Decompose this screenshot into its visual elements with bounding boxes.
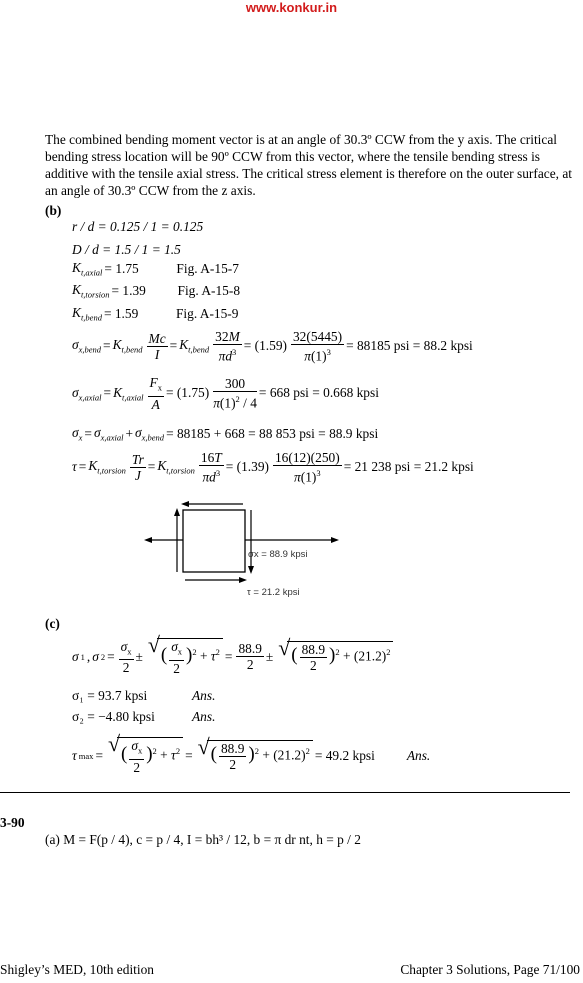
site-url[interactable]: www.konkur.in bbox=[245, 0, 338, 15]
tau-max-ans: Ans. bbox=[406, 747, 431, 763]
eq-principal-formula: σ 1 , σ 2 = $\frac{\sigma_x}{2}$ ± √ ( $\frac{\sigma_x}{2}$ )$^2 + \tau^2$ = $\frac{88.9}{2}$ ± √ ( $\frac{88.9}{2}$ )$^2 + (21.2)^2$ bbox=[72, 638, 395, 676]
eq-sigma1 bbox=[72, 688, 217, 704]
eq-sigma2 bbox=[72, 709, 217, 725]
footer-right: Chapter 3 Solutions, Page 71/100 bbox=[400, 962, 580, 977]
kt-bend-value: = 1.59 bbox=[103, 305, 139, 321]
part-b-label: (b) bbox=[45, 203, 62, 218]
kt-axial-fig: Fig. A-15-7 bbox=[176, 260, 239, 276]
eq-Dd-text: D / d = 1.5 / 1 = 1.5 bbox=[72, 242, 181, 257]
eq-rd-text: r / d = 0.125 / 1 = 0.125 bbox=[72, 219, 204, 234]
eq-sigma-bend: $\sigma_{x,bend}$ = $K_{t,bend}$ $\frac{Mc}{I}$ = $K_{t,bend}$ $\frac{32M}{\pi d^3}$ = (1.59) $\frac{32(5445)}{\pi(1)^3}$ = 88185 psi = 88.2 kpsi bbox=[72, 329, 473, 364]
tau-figure-label: τ = 21.2 kpsi bbox=[247, 587, 300, 598]
stress-element-figure bbox=[140, 500, 370, 600]
sigma1-text: σ₁ = 93.7 kpsi bbox=[72, 688, 148, 703]
eq-D-over-d bbox=[72, 242, 183, 258]
kt-axial-value: = 1.75 bbox=[104, 260, 139, 276]
right-shear-head bbox=[248, 566, 254, 574]
left-arrow-head bbox=[144, 537, 152, 543]
eq-r-over-d bbox=[72, 219, 205, 235]
eq-sigma-x: $\sigma_x$ = $\sigma_{x,axial}$ + $\sigma_{x,bend}$ = 88185 + 668 = 88 853 psi = 88.9 kpsi bbox=[72, 425, 379, 443]
problem-number: 3-90 bbox=[0, 815, 25, 830]
stress-element-square bbox=[183, 510, 245, 572]
sigma2-ans: Ans. bbox=[192, 709, 216, 724]
footer-left: Shigley’s MED, 10th edition bbox=[0, 962, 154, 977]
right-arrow-head bbox=[331, 537, 339, 543]
eq-sigma-axial: $\sigma_{x,axial}$ = $K_{t,axial}$ $\frac{F_x}{A}$ = (1.75) $\frac{300}{\pi(1)^2 / 4}$ = 668 psi = 0.668 kpsi bbox=[72, 375, 379, 412]
eq-kt-bend: $K_{t,bend}$ = 1.59 Fig. A-15-9 bbox=[72, 305, 239, 323]
eq-tau: τ = $K_{t,torsion}$ $\frac{Tr}{J}$ = $K_{t,torsion}$ $\frac{16T}{\pi d^3}$ = (1.39) $\frac{16(12)(250)}{\pi(1)^3}$ = 21 238 psi = 21.2 kpsi bbox=[72, 450, 474, 485]
sigma2-text: σ₂ = −4.80 kpsi bbox=[72, 709, 155, 724]
sigma-figure-label: σx = 88.9 kpsi bbox=[248, 549, 308, 560]
axial-result: = 668 psi = 0.668 kpsi bbox=[258, 385, 379, 401]
explanation-paragraph: The combined bending moment vector is at an angle of 30.3º CCW from the y axis. The critical bending stress location will be 90º CCW from this vector, where the tensile bending stress is additive with the tensile axial stress. The critical stress element is therefore on the outer surface, at an angle of 30.3º CCW from the z axis. bbox=[45, 132, 573, 198]
kt-bend-fig: Fig. A-15-9 bbox=[175, 305, 239, 321]
left-shear-head bbox=[174, 508, 180, 516]
section-divider bbox=[0, 792, 570, 793]
top-shear-head bbox=[181, 501, 189, 507]
tau-result: = 21 238 psi = 21.2 kpsi bbox=[343, 459, 474, 475]
bottom-shear-head bbox=[239, 577, 247, 583]
kt-torsion-fig: Fig. A-15-8 bbox=[177, 282, 241, 298]
part-c-label: (c) bbox=[45, 616, 60, 631]
bend-result: = 88185 psi = 88.2 kpsi bbox=[346, 338, 473, 354]
tau-max-result: = 49.2 kpsi bbox=[314, 747, 375, 763]
sigma1-ans: Ans. bbox=[192, 688, 216, 703]
eq-kt-torsion: $K_{t,torsion}$ = 1.39 Fig. A-15-8 bbox=[72, 282, 241, 300]
eq-tau-max: τ max = √ ( $\frac{\sigma_x}{2}$ )$^2 + \tau^2$ = √ ( $\frac{88.9}{2}$ )$^2 + (21.2)^2$ = 49.2 kpsi Ans. bbox=[72, 737, 432, 775]
sigma-x-result: = 88185 + 668 = 88 853 psi = 88.9 kpsi bbox=[166, 425, 379, 441]
eq-kt-axial: $K_{t,axial}$ = 1.75 Fig. A-15-7 bbox=[72, 260, 239, 278]
kt-torsion-value: = 1.39 bbox=[111, 282, 146, 298]
problem-part-a: (a) M = F(p / 4), c = p / 4, I = bh³ / 12, b = π dr nt, h = p / 2 bbox=[45, 832, 361, 847]
